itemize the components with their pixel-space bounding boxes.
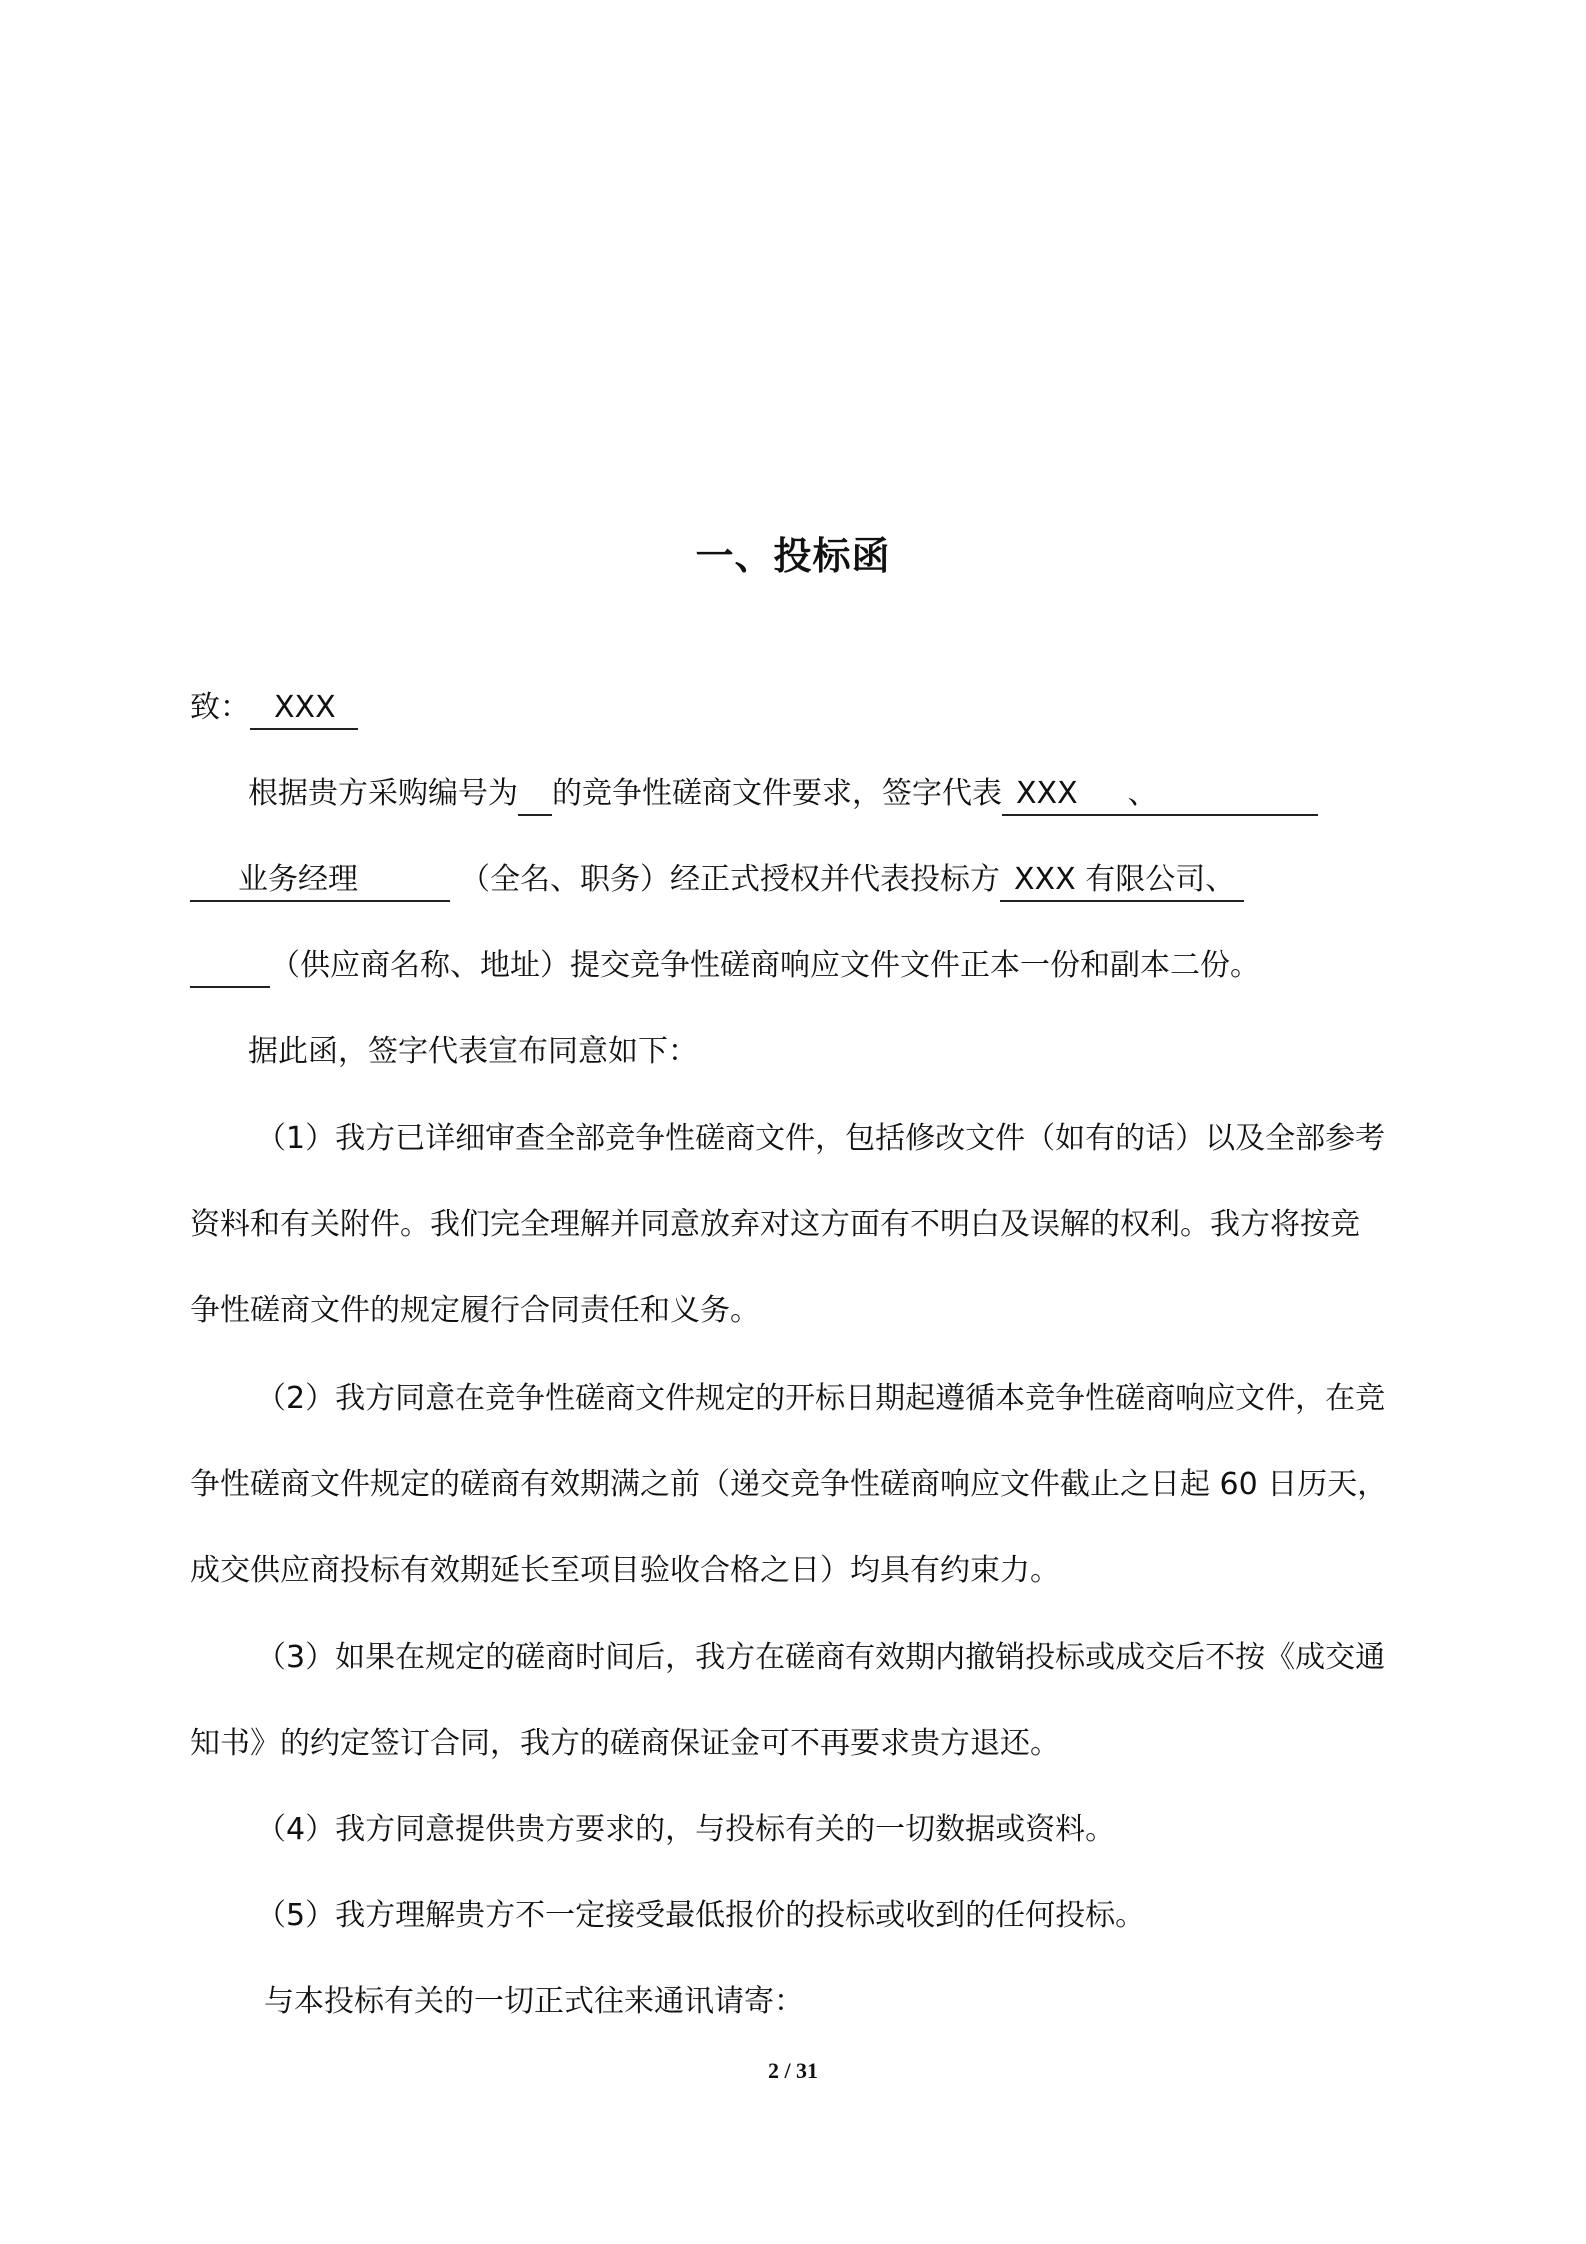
item-2-line-1: （2）我方同意在竞争性磋商文件规定的开标日期起遵循本竞争性磋商响应文件，在竞	[256, 1381, 1386, 1416]
intro-line-3	[190, 944, 1260, 988]
intro-text-d: （供应商名称、地址）提交竞争性磋商响应文件文件正本一份和副本二份。	[270, 948, 1260, 983]
item-1-line-1: （1）我方已详细审查全部竞争性磋商文件，包括修改文件（如有的话）以及全部参考	[256, 1121, 1386, 1156]
item-4: （4）我方同意提供贵方要求的，与投标有关的一切数据或资料。	[256, 1812, 1116, 1847]
item-1-line-3: 争性磋商文件的规定履行合同责任和义务。	[190, 1293, 760, 1328]
closing-line: 与本投标有关的一切正式往来通讯请寄：	[264, 1984, 804, 2019]
procurement-number-blank	[518, 774, 552, 816]
intro-line-1	[248, 772, 1318, 816]
representative-name: XXX	[1016, 776, 1078, 811]
representative-title: 业务经理	[190, 860, 450, 902]
intro-text-a: 根据贵方采购编号为	[248, 776, 518, 811]
addressee-label: 致：	[190, 690, 250, 725]
item-2-line-2: 争性磋商文件规定的磋商有效期满之前（递交竞争性磋商响应文件截止之日起 60 日历天，	[190, 1467, 1388, 1502]
item-1-line-2: 资料和有关附件。我们完全理解并同意放弃对这方面有不明白及误解的权利。我方将按竞	[190, 1207, 1360, 1242]
intro-line-2	[190, 858, 1244, 902]
supplier-address-blank	[190, 946, 270, 988]
page-number: 2 / 31	[767, 2058, 819, 2083]
supplier-name: XXX 有限公司、	[1000, 860, 1244, 902]
item-5: （5）我方理解贵方不一定接受最低报价的投标或收到的任何投标。	[256, 1898, 1146, 1933]
addressee-value: XXX	[250, 688, 358, 730]
item-3-line-1: （3）如果在规定的磋商时间后，我方在磋商有效期内撤销投标或成交后不按《成交通	[256, 1640, 1386, 1675]
intro-text-c: （全名、职务）经正式授权并代表投标方	[460, 862, 1000, 897]
addressee-line	[190, 686, 358, 730]
item-3-line-2: 知书》的约定签订合同，我方的磋商保证金可不再要求贵方退还。	[190, 1726, 1060, 1761]
representative-separator: 、	[1127, 776, 1158, 811]
declaration-intro: 据此函，签字代表宣布同意如下：	[248, 1034, 698, 1069]
representative-blank	[1002, 774, 1318, 816]
section-title: 一、投标函	[695, 534, 891, 578]
intro-text-b: 的竞争性磋商文件要求，签字代表	[552, 776, 1002, 811]
item-2-line-3: 成交供应商投标有效期延长至项目验收合格之日）均具有约束力。	[190, 1553, 1060, 1588]
